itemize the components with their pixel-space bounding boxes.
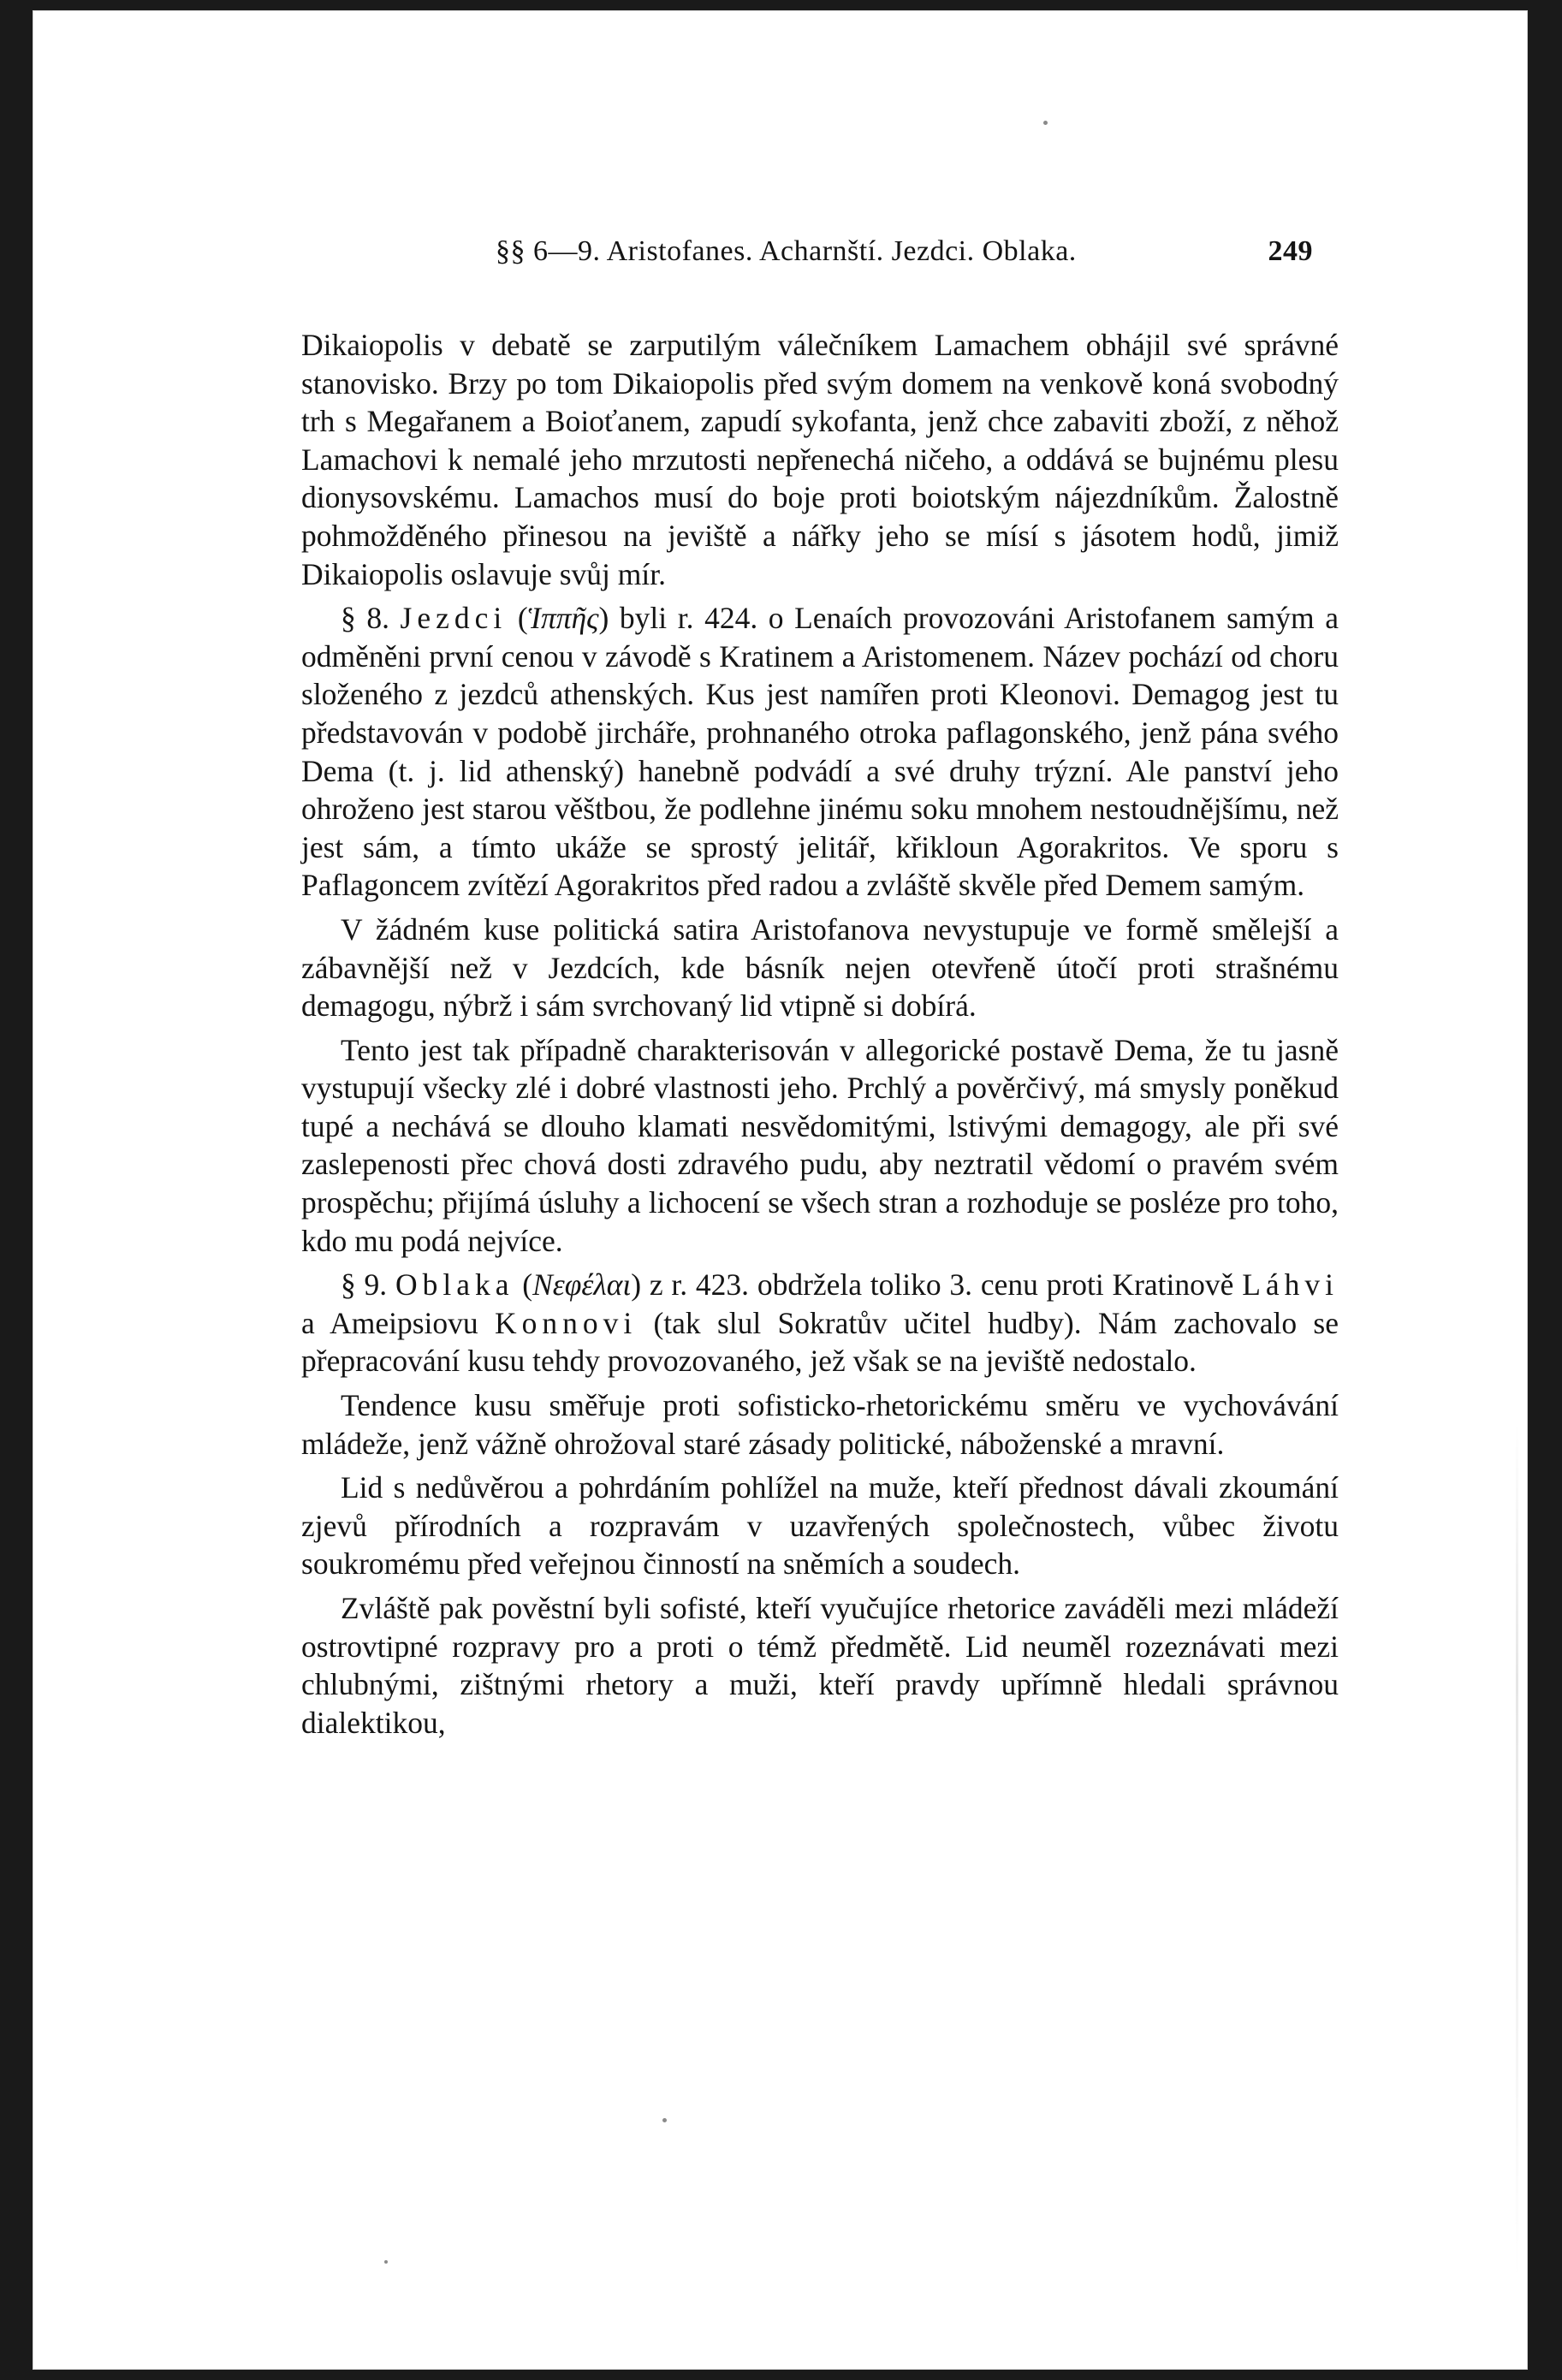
running-header — [496, 235, 1313, 278]
paragraph-6: Tendence kusu směřuje proti sofisticko-rhetorickému směru ve vychovávání mládeže, jenž vážně ohrožoval staré zásady politické, náboženské a mravní. — [301, 1388, 1339, 1461]
paragraph-7: Lid s nedůvěrou a pohrdáním pohlížel na muže, kteří přednost dávali zkoumání zjevů přírodních a rozpravám v uzavřených společnostech, vůbec životu soukromému před veřejnou činností na sněmích a soudech. — [301, 1470, 1339, 1582]
section-8-greek-title: Ἱππῆς — [527, 601, 599, 636]
paper-speck — [1043, 121, 1048, 125]
section-9-paren-open: ( — [514, 1267, 533, 1303]
section-9-konnovi: Konnovi — [494, 1305, 638, 1340]
section-9-number: § 9. — [341, 1267, 395, 1303]
paragraph-4: Tento jest tak případně charakterisován v allegorické postavě Dema, že tu jasně vystupují všecky zlé i dobré vlastnosti jeho. Prchlý a pověrčivý, má smysly poněkud tupé a nechává se dlouho klamati nesvědomitými, lstivými demagogy, ale při své zaslepenosti přec chová dosti zdravého pudu, aby neztratil vědomí o pravém svém prospěchu; přijímá úsluhy a lichocení se všech stran a rozhoduje se posléze pro toho, kdo mu podá nejvíce. — [301, 1032, 1339, 1258]
body-text — [301, 326, 1339, 1748]
paragraph-8: Zvláště pak pověstní byli sofisté, kteří vyučujíce rhetorice zaváděli mezi mládeží ostrovtipné rozpravy pro a proti o témž předmětě. Lid neuměl rozeznávati mezi chlubnými, zištnými rhetory a muži, kteří pravdy upřímně hledali správnou dialektikou, — [301, 1591, 1339, 1740]
book-page — [33, 10, 1528, 2370]
section-9-greek-title: Νεφέλαι — [532, 1267, 632, 1303]
section-9-text-a: ) z r. 423. obdržela toliko 3. cenu proti Kratinově — [631, 1267, 1243, 1303]
running-title: §§ 6—9. Aristofanes. Acharnští. Jezdci. Oblaka. — [496, 235, 1077, 267]
paragraph-1: Dikaiopolis v debatě se zarputilým válečníkem Lamachem obhájil své správné stanovisko. Brzy po tom Dikaiopolis před svým domem na venkově koná svobodný trh s Megařanem a Boioťanem, zapudí sykofanta, jenž chce zabaviti zboží, z něhož Lamachovi k nemalé jeho mrzutosti nepřenechá ničeho, a oddává se bujnému plesu dionysovskému. Lamachos musí do boje proti boiotským nájezdníkům. Žalostně pohmožděného přinesou na jeviště a nářky jeho se mísí s jásotem hodů, jimiž Dikaiopolis oslavuje svůj mír. — [301, 328, 1339, 591]
page-number: 249 — [1268, 235, 1313, 267]
section-8-title: Jezdci — [400, 601, 508, 636]
paragraph-section-9 — [301, 1266, 1339, 1380]
section-9-text-b: a Ameipsiovu — [301, 1305, 495, 1340]
page-edge-shadow — [1516, 1423, 1518, 2279]
section-9-title: Oblaka — [395, 1267, 514, 1303]
section-8-number: § 8. — [341, 601, 401, 636]
section-8-text: ) byli r. 424. o Lenaích provozováni Aristofanem samým a odměněni první cenou v závodě s Kratinem a Aristomenem. Název pochází od choru složeného z jezdců athenských. Kus jest namířen proti Kleonovi. Demagog jest tu představován v podobě jircháře, prohnaného otroka paflagonského, jenž pána svého Dema (t. j. lid athenský) hanebně podvádí a své druhy trýzní. Ale panství jeho ohroženo jest starou věštbou, že podlehne jinému soku mnohem nestoudnějšímu, než jest sám, a tímto ukáže se sprostý jelitář, křikloun Agorakritos. Ve sporu s Paflagoncem zvítězí Agorakritos před radou a zvláště skvěle před Demem samým. — [301, 601, 1339, 903]
section-8-paren-open: ( — [507, 601, 528, 636]
section-9-text-c: (tak slul Sokratův učitel hudby). Nám zachovalo se přepracování kusu tehdy provozovaného, jež však se na jeviště nedostalo. — [301, 1305, 1339, 1379]
paper-speck — [384, 2260, 388, 2264]
paragraph-section-8 — [301, 599, 1339, 905]
paragraph-3: V žádném kuse politická satira Aristofanova nevystupuje ve formě smělejší a zábavnější než v Jezdcích, kde básník nejen otevřeně útočí proti strašnému demagogu, nýbrž i sám svrchovaný lid vtipně si dobírá. — [301, 911, 1339, 1024]
paper-speck — [662, 2118, 667, 2122]
section-9-lahvi: Láhvi — [1242, 1267, 1339, 1303]
